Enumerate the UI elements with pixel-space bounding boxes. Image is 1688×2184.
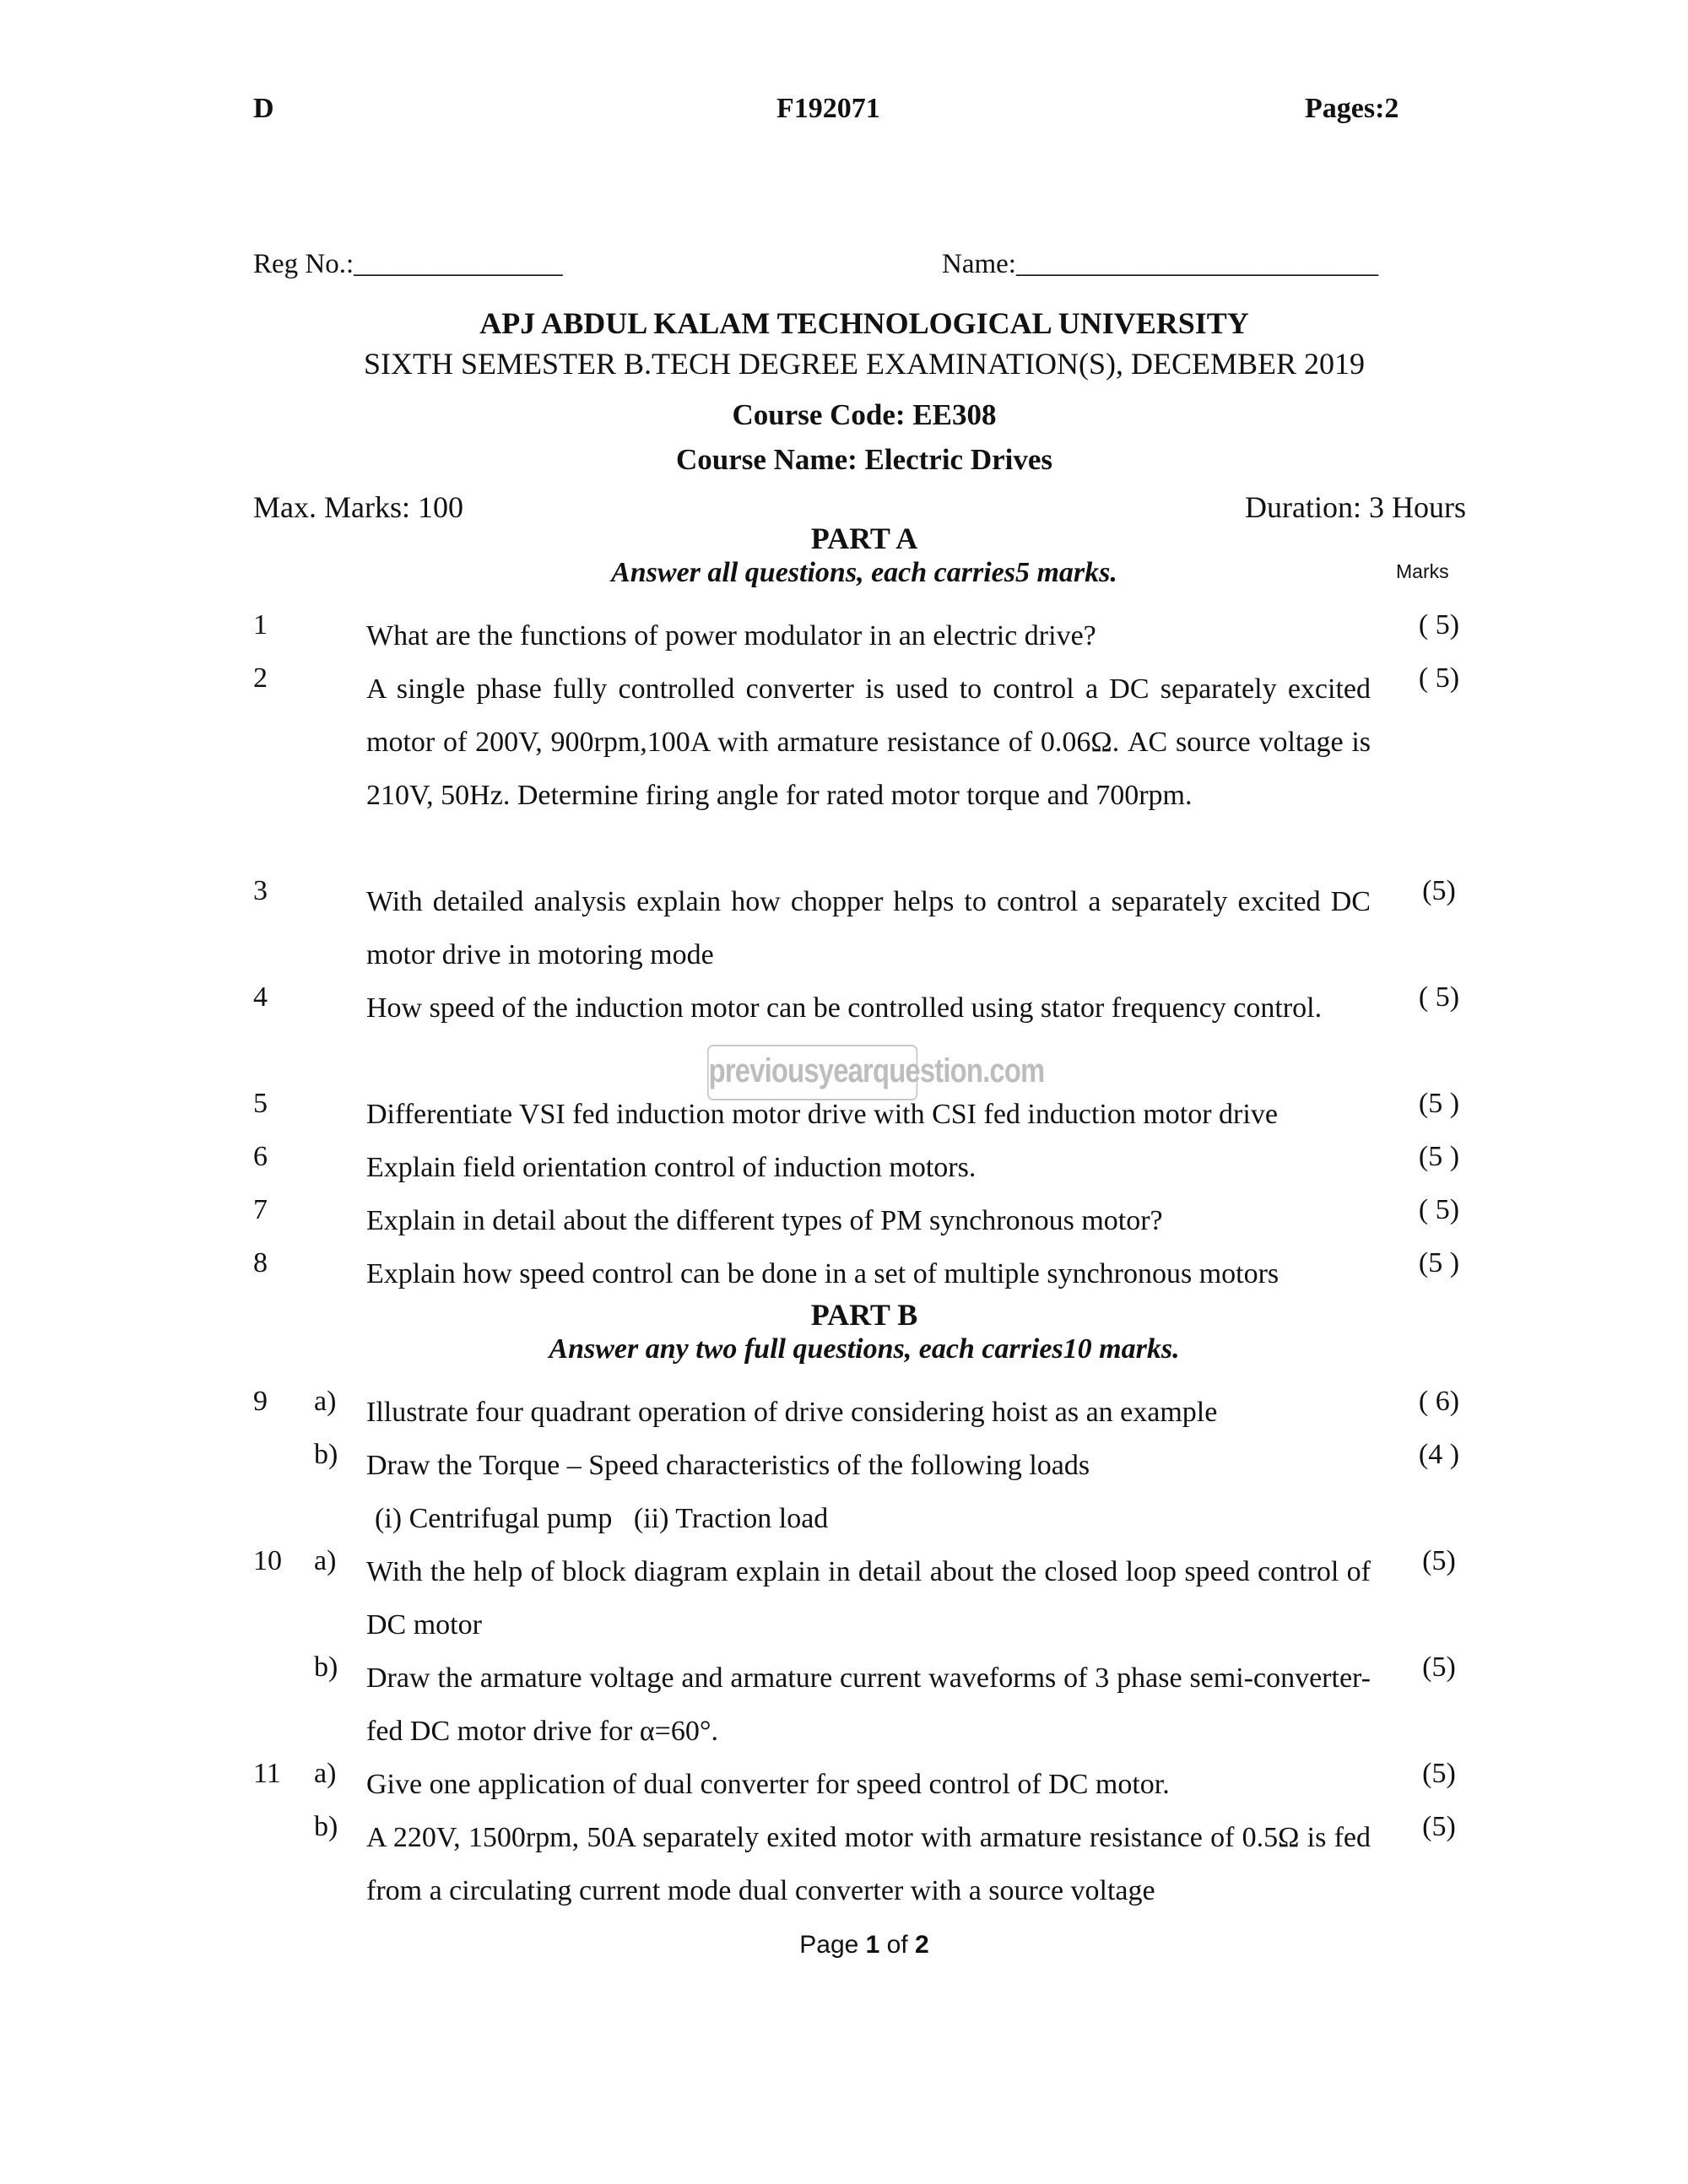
footer-page-number: 1 — [865, 1931, 880, 1959]
watermark-logo: previousyearquestion.com — [707, 1045, 917, 1100]
paper-code: F192071 — [776, 93, 880, 124]
question-marks: ( 5) — [1418, 609, 1460, 641]
question-number: 11 — [253, 1758, 281, 1789]
exam-title: SIXTH SEMESTER B.TECH DEGREE EXAMINATION(S), DECEMBER 2019 — [364, 347, 1365, 381]
part-b-title: PART B — [810, 1298, 918, 1332]
page-count: Pages:2 — [1305, 93, 1399, 124]
question-number: 5 — [253, 1088, 268, 1119]
page-footer — [0, 1931, 1688, 1960]
footer-of: of — [879, 1931, 916, 1959]
question-sub-label: a) — [314, 1545, 337, 1576]
question-text: With the help of block diagram explain in detail about the closed loop speed control of DC motor — [366, 1556, 1371, 1641]
question-text: A 220V, 1500rpm, 50A separately exited motor with armature resistance of 0.5Ω is fed from a circulating current mode dual converter with a source voltage — [366, 1822, 1371, 1906]
question-sub-label: b) — [314, 1439, 338, 1470]
question-number: 8 — [253, 1247, 268, 1279]
paper-set-label: D — [253, 93, 274, 124]
question-marks: (5 ) — [1418, 1088, 1460, 1119]
question-marks: ( 5) — [1418, 662, 1460, 694]
question-number: 2 — [253, 662, 268, 694]
max-marks: Max. Marks: 100 — [253, 490, 463, 524]
question-text: Draw the armature voltage and armature current waveforms of 3 phase semi-converter-fed DC motor drive for α=60°. — [366, 1662, 1371, 1747]
duration: Duration: 3 Hours — [1245, 490, 1466, 524]
question-text: (i) Centrifugal pump (ii) Traction load — [375, 1503, 829, 1534]
question-marks: (4 ) — [1418, 1439, 1460, 1470]
question-marks: (5) — [1422, 1811, 1456, 1842]
course-code: Course Code: EE308 — [732, 398, 997, 431]
question-number: 10 — [253, 1545, 282, 1576]
course-name: Course Name: Electric Drives — [675, 443, 1053, 476]
question-text: Draw the Torque – Speed characteristics of the following loads — [366, 1450, 1090, 1481]
university-name: APJ ABDUL KALAM TECHNOLOGICAL UNIVERSITY — [479, 306, 1249, 340]
reg-no-field: Reg No.:_______________ — [253, 249, 563, 279]
question-text: Explain field orientation control of induction motors. — [366, 1152, 977, 1183]
question-text: A single phase fully controlled converter is used to control a DC separately excited motor of 200V, 900rpm,100A with armature resistance of 0.06Ω. AC source voltage is 210V, 50Hz. Determine firing angle for rated motor torque and 700rpm. — [366, 673, 1371, 811]
part-a-title: PART A — [810, 522, 918, 555]
question-number: 3 — [253, 875, 268, 906]
question-marks: (5) — [1422, 875, 1456, 906]
footer-prefix: Page — [799, 1931, 866, 1959]
question-text: Differentiate VSI fed induction motor drive with CSI fed induction motor drive — [366, 1099, 1278, 1130]
question-sub-label: a) — [314, 1386, 337, 1417]
question-marks: (5 ) — [1418, 1141, 1460, 1172]
question-text: How speed of the induction motor can be controlled using stator frequency control. — [366, 992, 1323, 1024]
footer-page-total: 2 — [915, 1931, 929, 1959]
question-text: Give one application of dual converter for speed control of DC motor. — [366, 1769, 1170, 1800]
question-text: Explain in detail about the different types of PM synchronous motor? — [366, 1205, 1163, 1236]
part-b-instruction: Answer any two full questions, each carries10 marks. — [549, 1333, 1180, 1365]
question-marks: (5) — [1422, 1545, 1456, 1576]
question-sub-label: a) — [314, 1758, 337, 1789]
question-text: Explain how speed control can be done in a set of multiple synchronous motors — [366, 1258, 1280, 1289]
question-number: 7 — [253, 1194, 268, 1225]
question-number: 9 — [253, 1386, 268, 1417]
question-text: Illustrate four quadrant operation of drive considering hoist as an example — [366, 1397, 1218, 1428]
marks-column-label: Marks — [1396, 560, 1449, 582]
question-sub-label: b) — [314, 1811, 338, 1842]
question-number: 1 — [253, 609, 268, 641]
question-text: What are the functions of power modulator in an electric drive? — [366, 620, 1096, 651]
question-number: 6 — [253, 1141, 268, 1172]
question-number: 4 — [253, 981, 268, 1013]
question-marks: ( 5) — [1418, 981, 1460, 1013]
question-text: With detailed analysis explain how chopper helps to control a separately excited DC motor drive in motoring mode — [366, 886, 1371, 970]
question-marks: ( 6) — [1418, 1386, 1460, 1417]
name-field: Name:__________________________ — [942, 249, 1378, 279]
question-marks: (5) — [1422, 1652, 1456, 1683]
question-marks: ( 5) — [1418, 1194, 1460, 1225]
part-a-instruction: Answer all questions, each carries5 marks. — [611, 557, 1117, 588]
question-marks: (5 ) — [1418, 1247, 1460, 1279]
question-marks: (5) — [1422, 1758, 1456, 1789]
question-sub-label: b) — [314, 1652, 338, 1683]
